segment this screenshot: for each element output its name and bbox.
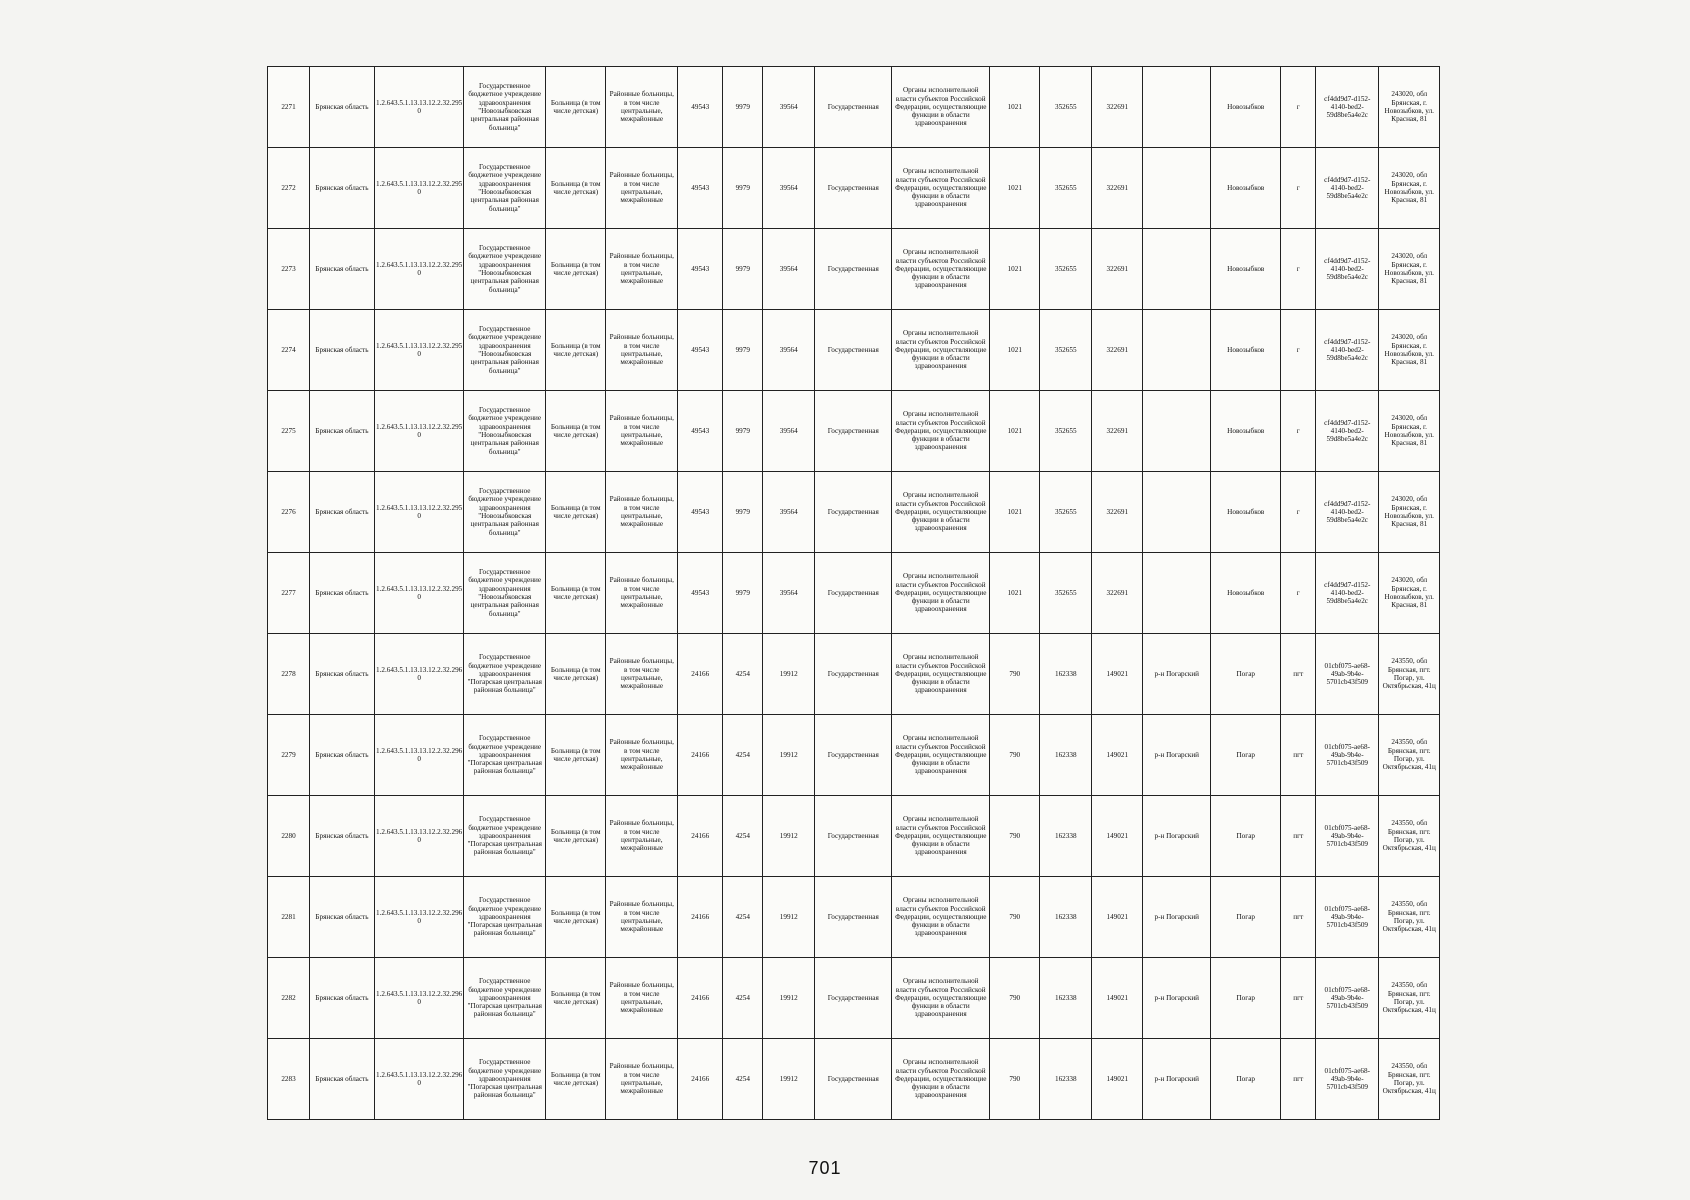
cell-org: Государственное бюджетное учреждение здравоохранения "Новозыбковская центральная районная больница" — [464, 310, 546, 391]
cell-v5: 352655 — [1040, 472, 1092, 553]
cell-type: Больница (в том числе детская) — [546, 715, 606, 796]
cell-subtype: Районные больницы, в том числе центральные, межрайонные — [606, 391, 678, 472]
cell-region: Брянская область — [310, 1039, 375, 1120]
cell-v4: 790 — [990, 1039, 1040, 1120]
cell-settlement: Новозыбков — [1211, 148, 1281, 229]
cell-v4: 1021 — [990, 310, 1040, 391]
table-row — [268, 715, 1440, 796]
cell-v1: 24166 — [678, 634, 723, 715]
cell-v6: 322691 — [1092, 310, 1143, 391]
cell-settlement: Новозыбков — [1211, 553, 1281, 634]
cell-type: Больница (в том числе детская) — [546, 229, 606, 310]
cell-settlement: Погар — [1211, 796, 1281, 877]
cell-org: Государственное бюджетное учреждение здравоохранения "Погарская центральная районная больница" — [464, 634, 546, 715]
cell-v2: 4254 — [723, 958, 763, 1039]
cell-num: 2282 — [268, 958, 310, 1039]
cell-address: 243020, обл Брянская, г. Новозыбков, ул. Красная, 81 — [1379, 391, 1440, 472]
cell-region: Брянская область — [310, 310, 375, 391]
cell-ownership: Государственная — [815, 148, 892, 229]
cell-region: Брянская область — [310, 958, 375, 1039]
cell-type: Больница (в том числе детская) — [546, 634, 606, 715]
cell-v6: 322691 — [1092, 391, 1143, 472]
cell-v6: 322691 — [1092, 229, 1143, 310]
cell-region: Брянская область — [310, 67, 375, 148]
cell-v2: 9979 — [723, 391, 763, 472]
cell-v3: 39564 — [763, 67, 815, 148]
cell-district: р-н Погарский — [1143, 877, 1211, 958]
cell-address: 243020, обл Брянская, г. Новозыбков, ул. Красная, 81 — [1379, 553, 1440, 634]
cell-district: р-н Погарский — [1143, 958, 1211, 1039]
cell-authority: Органы исполнительной власти субъектов Российской Федерации, осуществляющие функции в области здравоохранения — [892, 391, 990, 472]
cell-guid: cf4dd9d7-d152-4140-bed2-59d8be5a4e2c — [1316, 229, 1379, 310]
cell-num: 2275 — [268, 391, 310, 472]
cell-ownership: Государственная — [815, 67, 892, 148]
cell-v3: 19912 — [763, 1039, 815, 1120]
cell-v3: 19912 — [763, 796, 815, 877]
cell-authority: Органы исполнительной власти субъектов Российской Федерации, осуществляющие функции в области здравоохранения — [892, 148, 990, 229]
cell-authority: Органы исполнительной власти субъектов Российской Федерации, осуществляющие функции в области здравоохранения — [892, 553, 990, 634]
cell-guid: cf4dd9d7-d152-4140-bed2-59d8be5a4e2c — [1316, 67, 1379, 148]
cell-guid: 01cbf075-ae68-49ab-9b4e-5701cb43f509 — [1316, 877, 1379, 958]
cell-district — [1143, 472, 1211, 553]
cell-guid: cf4dd9d7-d152-4140-bed2-59d8be5a4e2c — [1316, 472, 1379, 553]
cell-v5: 352655 — [1040, 229, 1092, 310]
cell-subtype: Районные больницы, в том числе центральные, межрайонные — [606, 310, 678, 391]
cell-v1: 49543 — [678, 229, 723, 310]
table-row — [268, 67, 1440, 148]
cell-settlement: Новозыбков — [1211, 391, 1281, 472]
cell-settlement: Погар — [1211, 877, 1281, 958]
cell-guid: cf4dd9d7-d152-4140-bed2-59d8be5a4e2c — [1316, 553, 1379, 634]
cell-v2: 9979 — [723, 148, 763, 229]
cell-v6: 149021 — [1092, 958, 1143, 1039]
cell-v1: 24166 — [678, 715, 723, 796]
cell-org: Государственное бюджетное учреждение здравоохранения "Новозыбковская центральная районная больница" — [464, 67, 546, 148]
cell-type: Больница (в том числе детская) — [546, 1039, 606, 1120]
cell-stype: г — [1281, 310, 1316, 391]
cell-stype: пгт — [1281, 877, 1316, 958]
cell-settlement: Погар — [1211, 715, 1281, 796]
cell-subtype: Районные больницы, в том числе центральные, межрайонные — [606, 1039, 678, 1120]
cell-stype: пгт — [1281, 796, 1316, 877]
cell-ownership: Государственная — [815, 1039, 892, 1120]
cell-subtype: Районные больницы, в том числе центральные, межрайонные — [606, 796, 678, 877]
cell-ownership: Государственная — [815, 958, 892, 1039]
cell-num: 2274 — [268, 310, 310, 391]
cell-v5: 352655 — [1040, 553, 1092, 634]
table-row — [268, 958, 1440, 1039]
cell-ownership: Государственная — [815, 229, 892, 310]
cell-num: 2272 — [268, 148, 310, 229]
cell-guid: cf4dd9d7-d152-4140-bed2-59d8be5a4e2c — [1316, 310, 1379, 391]
cell-guid: 01cbf075-ae68-49ab-9b4e-5701cb43f509 — [1316, 715, 1379, 796]
cell-v6: 149021 — [1092, 634, 1143, 715]
cell-type: Больница (в том числе детская) — [546, 67, 606, 148]
cell-code: 1.2.643.5.1.13.13.12.2.32.295 0 — [375, 229, 464, 310]
cell-district — [1143, 553, 1211, 634]
cell-subtype: Районные больницы, в том числе центральные, межрайонные — [606, 958, 678, 1039]
cell-settlement: Погар — [1211, 1039, 1281, 1120]
cell-ownership: Государственная — [815, 796, 892, 877]
cell-authority: Органы исполнительной власти субъектов Российской Федерации, осуществляющие функции в области здравоохранения — [892, 877, 990, 958]
cell-v2: 9979 — [723, 553, 763, 634]
cell-subtype: Районные больницы, в том числе центральные, межрайонные — [606, 877, 678, 958]
cell-district: р-н Погарский — [1143, 796, 1211, 877]
cell-settlement: Погар — [1211, 634, 1281, 715]
cell-org: Государственное бюджетное учреждение здравоохранения "Погарская центральная районная больница" — [464, 877, 546, 958]
cell-v2: 9979 — [723, 67, 763, 148]
cell-type: Больница (в том числе детская) — [546, 472, 606, 553]
cell-authority: Органы исполнительной власти субъектов Российской Федерации, осуществляющие функции в области здравоохранения — [892, 310, 990, 391]
cell-address: 243020, обл Брянская, г. Новозыбков, ул. Красная, 81 — [1379, 67, 1440, 148]
cell-guid: cf4dd9d7-d152-4140-bed2-59d8be5a4e2c — [1316, 148, 1379, 229]
cell-v2: 4254 — [723, 1039, 763, 1120]
cell-v5: 352655 — [1040, 310, 1092, 391]
cell-code: 1.2.643.5.1.13.13.12.2.32.296 0 — [375, 715, 464, 796]
cell-stype: г — [1281, 391, 1316, 472]
table-row — [268, 553, 1440, 634]
cell-v3: 39564 — [763, 148, 815, 229]
cell-num: 2280 — [268, 796, 310, 877]
cell-region: Брянская область — [310, 391, 375, 472]
cell-address: 243550, обл Брянская, пгт. Погар, ул. Октябрьская, 41ц — [1379, 796, 1440, 877]
cell-subtype: Районные больницы, в том числе центральные, межрайонные — [606, 229, 678, 310]
cell-v4: 1021 — [990, 391, 1040, 472]
cell-stype: г — [1281, 472, 1316, 553]
cell-region: Брянская область — [310, 148, 375, 229]
cell-settlement: Погар — [1211, 958, 1281, 1039]
cell-ownership: Государственная — [815, 391, 892, 472]
cell-org: Государственное бюджетное учреждение здравоохранения "Погарская центральная районная больница" — [464, 1039, 546, 1120]
table-body — [268, 67, 1440, 1120]
cell-v5: 162338 — [1040, 715, 1092, 796]
cell-ownership: Государственная — [815, 310, 892, 391]
cell-code: 1.2.643.5.1.13.13.12.2.32.295 0 — [375, 310, 464, 391]
cell-num: 2276 — [268, 472, 310, 553]
cell-v4: 790 — [990, 877, 1040, 958]
cell-code: 1.2.643.5.1.13.13.12.2.32.296 0 — [375, 1039, 464, 1120]
cell-guid: 01cbf075-ae68-49ab-9b4e-5701cb43f509 — [1316, 1039, 1379, 1120]
table-row — [268, 148, 1440, 229]
cell-v4: 1021 — [990, 553, 1040, 634]
cell-v5: 352655 — [1040, 148, 1092, 229]
cell-org: Государственное бюджетное учреждение здравоохранения "Погарская центральная районная больница" — [464, 958, 546, 1039]
cell-stype: пгт — [1281, 958, 1316, 1039]
cell-v2: 4254 — [723, 715, 763, 796]
cell-org: Государственное бюджетное учреждение здравоохранения "Погарская центральная районная больница" — [464, 715, 546, 796]
cell-stype: г — [1281, 67, 1316, 148]
cell-org: Государственное бюджетное учреждение здравоохранения "Новозыбковская центральная районная больница" — [464, 148, 546, 229]
cell-region: Брянская область — [310, 796, 375, 877]
cell-v6: 149021 — [1092, 796, 1143, 877]
cell-settlement: Новозыбков — [1211, 67, 1281, 148]
cell-v2: 9979 — [723, 310, 763, 391]
cell-v5: 162338 — [1040, 796, 1092, 877]
cell-subtype: Районные больницы, в том числе центральные, межрайонные — [606, 67, 678, 148]
cell-address: 243550, обл Брянская, пгт. Погар, ул. Октябрьская, 41ц — [1379, 877, 1440, 958]
cell-v3: 39564 — [763, 229, 815, 310]
cell-v4: 790 — [990, 958, 1040, 1039]
cell-district — [1143, 391, 1211, 472]
cell-stype: пгт — [1281, 1039, 1316, 1120]
cell-authority: Органы исполнительной власти субъектов Российской Федерации, осуществляющие функции в области здравоохранения — [892, 229, 990, 310]
cell-settlement: Новозыбков — [1211, 472, 1281, 553]
table-row — [268, 634, 1440, 715]
cell-code: 1.2.643.5.1.13.13.12.2.32.296 0 — [375, 877, 464, 958]
cell-v1: 24166 — [678, 796, 723, 877]
cell-num: 2277 — [268, 553, 310, 634]
cell-subtype: Районные больницы, в том числе центральные, межрайонные — [606, 634, 678, 715]
cell-district: р-н Погарский — [1143, 715, 1211, 796]
cell-authority: Органы исполнительной власти субъектов Российской Федерации, осуществляющие функции в области здравоохранения — [892, 67, 990, 148]
cell-v1: 24166 — [678, 877, 723, 958]
cell-num: 2283 — [268, 1039, 310, 1120]
cell-type: Больница (в том числе детская) — [546, 553, 606, 634]
cell-v1: 24166 — [678, 958, 723, 1039]
cell-v5: 162338 — [1040, 634, 1092, 715]
table-row — [268, 229, 1440, 310]
cell-address: 243550, обл Брянская, пгт. Погар, ул. Октябрьская, 41ц — [1379, 634, 1440, 715]
cell-stype: г — [1281, 553, 1316, 634]
cell-v3: 19912 — [763, 715, 815, 796]
cell-region: Брянская область — [310, 472, 375, 553]
cell-authority: Органы исполнительной власти субъектов Российской Федерации, осуществляющие функции в области здравоохранения — [892, 1039, 990, 1120]
cell-district — [1143, 229, 1211, 310]
cell-district — [1143, 310, 1211, 391]
cell-guid: 01cbf075-ae68-49ab-9b4e-5701cb43f509 — [1316, 958, 1379, 1039]
cell-authority: Органы исполнительной власти субъектов Российской Федерации, осуществляющие функции в области здравоохранения — [892, 796, 990, 877]
cell-ownership: Государственная — [815, 877, 892, 958]
cell-region: Брянская область — [310, 229, 375, 310]
cell-v1: 49543 — [678, 553, 723, 634]
cell-settlement: Новозыбков — [1211, 229, 1281, 310]
cell-v6: 322691 — [1092, 553, 1143, 634]
cell-code: 1.2.643.5.1.13.13.12.2.32.295 0 — [375, 148, 464, 229]
table-row — [268, 310, 1440, 391]
cell-subtype: Районные больницы, в том числе центральные, межрайонные — [606, 472, 678, 553]
cell-org: Государственное бюджетное учреждение здравоохранения "Новозыбковская центральная районная больница" — [464, 391, 546, 472]
cell-num: 2281 — [268, 877, 310, 958]
cell-address: 243550, обл Брянская, пгт. Погар, ул. Октябрьская, 41ц — [1379, 715, 1440, 796]
cell-v6: 322691 — [1092, 472, 1143, 553]
cell-v4: 1021 — [990, 229, 1040, 310]
cell-type: Больница (в том числе детская) — [546, 148, 606, 229]
cell-v2: 9979 — [723, 229, 763, 310]
cell-v1: 49543 — [678, 310, 723, 391]
cell-v1: 49543 — [678, 148, 723, 229]
cell-stype: пгт — [1281, 634, 1316, 715]
cell-district: р-н Погарский — [1143, 1039, 1211, 1120]
cell-guid: cf4dd9d7-d152-4140-bed2-59d8be5a4e2c — [1316, 391, 1379, 472]
cell-v5: 162338 — [1040, 1039, 1092, 1120]
cell-code: 1.2.643.5.1.13.13.12.2.32.295 0 — [375, 391, 464, 472]
cell-stype: г — [1281, 229, 1316, 310]
cell-num: 2273 — [268, 229, 310, 310]
cell-address: 243020, обл Брянская, г. Новозыбков, ул. Красная, 81 — [1379, 310, 1440, 391]
cell-num: 2279 — [268, 715, 310, 796]
cell-v2: 9979 — [723, 472, 763, 553]
cell-address: 243020, обл Брянская, г. Новозыбков, ул. Красная, 81 — [1379, 472, 1440, 553]
cell-type: Больница (в том числе детская) — [546, 310, 606, 391]
cell-v6: 149021 — [1092, 1039, 1143, 1120]
cell-v5: 162338 — [1040, 958, 1092, 1039]
cell-org: Государственное бюджетное учреждение здравоохранения "Новозыбковская центральная районная больница" — [464, 472, 546, 553]
cell-num: 2271 — [268, 67, 310, 148]
cell-stype: г — [1281, 148, 1316, 229]
cell-type: Больница (в том числе детская) — [546, 391, 606, 472]
cell-v1: 24166 — [678, 1039, 723, 1120]
cell-v1: 49543 — [678, 472, 723, 553]
cell-v2: 4254 — [723, 877, 763, 958]
cell-authority: Органы исполнительной власти субъектов Российской Федерации, осуществляющие функции в области здравоохранения — [892, 472, 990, 553]
cell-code: 1.2.643.5.1.13.13.12.2.32.296 0 — [375, 796, 464, 877]
cell-type: Больница (в том числе детская) — [546, 958, 606, 1039]
cell-subtype: Районные больницы, в том числе центральные, межрайонные — [606, 148, 678, 229]
cell-code: 1.2.643.5.1.13.13.12.2.32.295 0 — [375, 553, 464, 634]
cell-v4: 790 — [990, 715, 1040, 796]
cell-v5: 162338 — [1040, 877, 1092, 958]
cell-authority: Органы исполнительной власти субъектов Российской Федерации, осуществляющие функции в области здравоохранения — [892, 715, 990, 796]
cell-region: Брянская область — [310, 715, 375, 796]
cell-v6: 149021 — [1092, 877, 1143, 958]
cell-v3: 39564 — [763, 553, 815, 634]
cell-v1: 49543 — [678, 391, 723, 472]
cell-org: Государственное бюджетное учреждение здравоохранения "Новозыбковская центральная районная больница" — [464, 553, 546, 634]
cell-org: Государственное бюджетное учреждение здравоохранения "Новозыбковская центральная районная больница" — [464, 229, 546, 310]
table-row — [268, 391, 1440, 472]
cell-address: 243550, обл Брянская, пгт. Погар, ул. Октябрьская, 41ц — [1379, 958, 1440, 1039]
cell-org: Государственное бюджетное учреждение здравоохранения "Погарская центральная районная больница" — [464, 796, 546, 877]
cell-authority: Органы исполнительной власти субъектов Российской Федерации, осуществляющие функции в области здравоохранения — [892, 958, 990, 1039]
cell-v3: 19912 — [763, 634, 815, 715]
facility-table — [267, 66, 1440, 1120]
cell-ownership: Государственная — [815, 634, 892, 715]
cell-v2: 4254 — [723, 796, 763, 877]
cell-ownership: Государственная — [815, 472, 892, 553]
cell-district: р-н Погарский — [1143, 634, 1211, 715]
cell-v3: 39564 — [763, 391, 815, 472]
cell-v4: 790 — [990, 796, 1040, 877]
table-row — [268, 877, 1440, 958]
cell-district — [1143, 148, 1211, 229]
page-number: 701 — [808, 1158, 842, 1178]
cell-guid: 01cbf075-ae68-49ab-9b4e-5701cb43f509 — [1316, 634, 1379, 715]
cell-v6: 322691 — [1092, 148, 1143, 229]
cell-code: 1.2.643.5.1.13.13.12.2.32.296 0 — [375, 634, 464, 715]
cell-subtype: Районные больницы, в том числе центральные, межрайонные — [606, 715, 678, 796]
cell-region: Брянская область — [310, 877, 375, 958]
cell-code: 1.2.643.5.1.13.13.12.2.32.295 0 — [375, 67, 464, 148]
cell-type: Больница (в том числе детская) — [546, 877, 606, 958]
cell-v3: 19912 — [763, 877, 815, 958]
cell-type: Больница (в том числе детская) — [546, 796, 606, 877]
cell-v5: 352655 — [1040, 391, 1092, 472]
table-row — [268, 1039, 1440, 1120]
cell-v6: 322691 — [1092, 67, 1143, 148]
cell-guid: 01cbf075-ae68-49ab-9b4e-5701cb43f509 — [1316, 796, 1379, 877]
table-row — [268, 796, 1440, 877]
cell-authority: Органы исполнительной власти субъектов Российской Федерации, осуществляющие функции в области здравоохранения — [892, 634, 990, 715]
cell-stype: пгт — [1281, 715, 1316, 796]
cell-subtype: Районные больницы, в том числе центральные, межрайонные — [606, 553, 678, 634]
table-row — [268, 472, 1440, 553]
cell-v6: 149021 — [1092, 715, 1143, 796]
cell-v4: 790 — [990, 634, 1040, 715]
cell-address: 243550, обл Брянская, пгт. Погар, ул. Октябрьская, 41ц — [1379, 1039, 1440, 1120]
cell-v4: 1021 — [990, 148, 1040, 229]
cell-v2: 4254 — [723, 634, 763, 715]
cell-settlement: Новозыбков — [1211, 310, 1281, 391]
cell-ownership: Государственная — [815, 715, 892, 796]
cell-num: 2278 — [268, 634, 310, 715]
cell-v3: 39564 — [763, 310, 815, 391]
cell-v4: 1021 — [990, 472, 1040, 553]
cell-district — [1143, 67, 1211, 148]
cell-code: 1.2.643.5.1.13.13.12.2.32.296 0 — [375, 958, 464, 1039]
cell-region: Брянская область — [310, 634, 375, 715]
cell-region: Брянская область — [310, 553, 375, 634]
cell-code: 1.2.643.5.1.13.13.12.2.32.295 0 — [375, 472, 464, 553]
cell-v5: 352655 — [1040, 67, 1092, 148]
cell-v4: 1021 — [990, 67, 1040, 148]
cell-ownership: Государственная — [815, 553, 892, 634]
cell-v3: 19912 — [763, 958, 815, 1039]
cell-v3: 39564 — [763, 472, 815, 553]
cell-address: 243020, обл Брянская, г. Новозыбков, ул. Красная, 81 — [1379, 229, 1440, 310]
cell-address: 243020, обл Брянская, г. Новозыбков, ул. Красная, 81 — [1379, 148, 1440, 229]
cell-v1: 49543 — [678, 67, 723, 148]
